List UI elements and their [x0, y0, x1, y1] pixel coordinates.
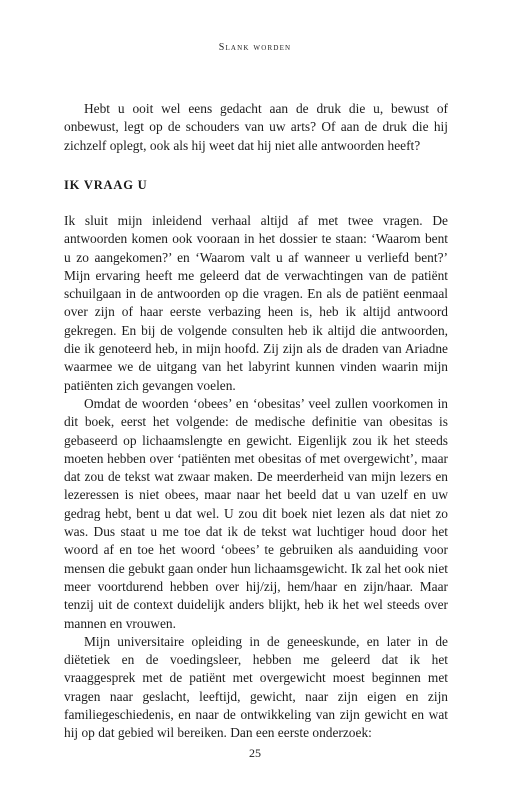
page-number: 25 — [249, 746, 261, 760]
intro-section — [64, 100, 448, 155]
intro-paragraph: Hebt u ooit wel eens gedacht aan de druk die u, bewust of onbewust, legt op de schouders van uw arts? Of aan de druk die hij zichzelf oplegt, ook als hij weet dat hij niet alle antwoorden heeft? — [64, 101, 448, 153]
running-head: Slank worden — [218, 42, 292, 53]
paragraph-3: Mijn universitaire opleiding in de geneeskunde, en later in de diëtetiek en de voedingsleer, hebben me geleerd dat ik het vraaggesprek met de patiënt met overgewicht moest beginnen met vragen naar geslacht, leeftijd, gewicht, naar zijn eigen en zijn familiegeschiedenis, en naar de ontwikkeling van zijn gewicht en wat hij op dat gebied wil bereiken. Dan een eerste onderzoek: — [64, 633, 448, 741]
paragraph-2: Omdat de woorden ‘obees’ en ‘obesitas’ veel zullen voorkomen in dit boek, eerst het volgende: de medische definitie van obesitas is gebaseerd op lichaamslengte en gewicht. Eigenlijk zou ik het steeds moeten hebben over ‘patiënten met obesitas of met overgewicht’, maar dat zou de tekst wat zwaar maken. De meerderheid van mijn lezers en lezeressen is niet obees, maar naar het beeld dat u van uzelf en uw gedrag hebt, bent u dat wel. U zou dit boek niet lezen als dat niet zo was. Dus staat u me toe dat ik de tekst wat luchtiger houd door het woord af en toe het woord ‘obees’ te gebruiken als aanduiding voor mensen die gebukt gaan onder hun lichaamsgewicht. Ik zal het ook niet meer voortdurend hebben over hij/zij, hem/haar en zijn/haar. Maar tenzij uit de context duidelijk anders blijkt, heb ik het wel steeds over mannen en vrouwen. — [64, 395, 448, 631]
section-heading: IK VRAAG U — [64, 178, 148, 192]
paragraph-1: Ik sluit mijn inleidend verhaal altijd af met twee vragen. De antwoorden komen ook vooraan in het dossier te staan: ‘Waarom bent u zo aangekomen?’ en ‘Waarom valt u af wanneer u verliefd bent?’ Mijn ervaring heeft me geleerd dat de verwachtingen van de patiënt schuilgaan in de antwoorden op die vragen. En als de patiënt eenmaal over zijn of haar eerste verbazing heen is, heb ik altijd antwoord gekregen. En bij de volgende consulten heb ik altijd die antwoorden, die ik genoteerd heb, in mijn hoofd. Zij zijn als de draden van Ariadne waarmee we de uitgang van het labyrint kunnen vinden waarin mijn patiënten zich gevangen voelen. — [64, 213, 448, 393]
body-text — [64, 212, 448, 743]
